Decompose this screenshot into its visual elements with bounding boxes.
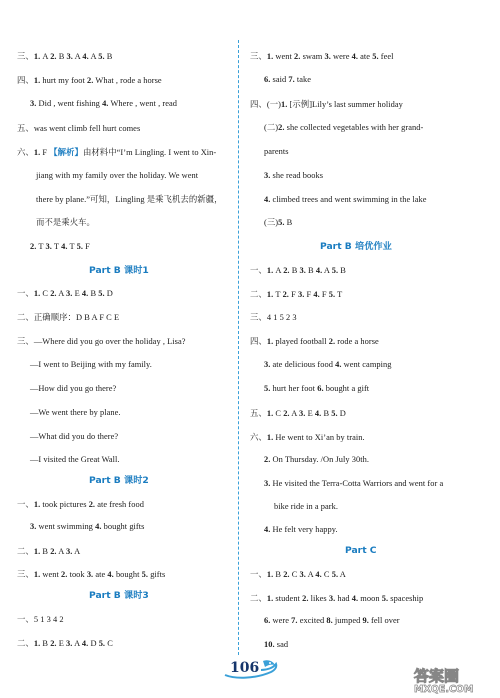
item-number: 6.: [264, 616, 271, 625]
answer-line: [30, 98, 177, 110]
answer-text: Where , went , read: [108, 99, 177, 108]
section-number: 三、: [250, 51, 267, 61]
answer-text: spaceship: [388, 594, 424, 603]
item-number: 1.: [33, 289, 41, 298]
answer-line: [17, 146, 216, 159]
answer-text: A: [305, 570, 316, 579]
section-heading: Part B 培优作业: [320, 241, 392, 252]
section-heading: Part C: [345, 545, 377, 556]
answer-text: hurt my foot: [40, 76, 88, 85]
item-number: 4.: [315, 266, 323, 275]
answer-text: ate fresh food: [95, 500, 144, 509]
answer-text: went camping: [341, 360, 392, 369]
section-number: 一、: [17, 288, 34, 298]
answer-text: said: [270, 75, 289, 84]
answer-text: ate: [358, 52, 373, 61]
answer-text: bought a gift: [323, 384, 370, 393]
section-number: 四、: [17, 75, 34, 85]
answer-line: [250, 50, 394, 63]
item-number: 2.: [50, 547, 57, 556]
page-number-badge: [221, 655, 279, 681]
section-number: 三、: [17, 569, 34, 579]
answer-text: A: [289, 409, 300, 418]
item-number: 3.: [66, 52, 73, 61]
section-number: 三、: [17, 51, 34, 61]
answer-text: B: [56, 52, 67, 61]
item-number: 9.: [362, 616, 369, 625]
answer-text: she collected vegetables with her grand-: [284, 123, 424, 132]
item-number: 4.: [313, 290, 320, 299]
section-number: 二、: [17, 312, 34, 322]
answer-text: jumped: [332, 616, 363, 625]
item-number: 1.: [33, 500, 41, 509]
item-number: 4.: [81, 289, 89, 298]
watermark-logo: [412, 668, 496, 696]
item-number: 1.: [33, 52, 41, 61]
item-number: 10.: [264, 640, 275, 649]
item-number: 2.: [283, 266, 290, 275]
answer-line: [250, 407, 346, 420]
answer-text: Did , went fishing: [36, 99, 103, 108]
answer-text: C: [105, 639, 113, 648]
answer-line: [274, 501, 338, 513]
item-number: 3.: [264, 171, 271, 180]
answer-text: sad: [274, 640, 289, 649]
answer-text: —What did you do there?: [30, 432, 119, 441]
item-number: 5.: [278, 218, 285, 227]
answer-text: moon: [358, 594, 382, 603]
answer-text: were: [270, 616, 292, 625]
answer-text: C: [273, 409, 284, 418]
answer-text: likes: [308, 594, 329, 603]
answer-text: B: [104, 52, 113, 61]
answer-line: [264, 146, 289, 158]
item-number: 1.: [33, 76, 41, 85]
answer-text: T: [335, 290, 343, 299]
answer-text: was went climb fell hurt comes: [33, 124, 141, 133]
section-number: 一、: [250, 265, 267, 275]
answer-text: 由材料中“I’m Lingling. I went to Xin-: [82, 148, 217, 157]
answer-text: A: [56, 547, 67, 556]
item-number: 2.: [87, 76, 94, 85]
item-number: 3.: [264, 479, 271, 488]
item-number: 4.: [107, 570, 114, 579]
answer-text: climbed trees and went swimming in the lake: [270, 195, 427, 204]
answer-text: B: [321, 409, 332, 418]
section-number: 二、: [250, 289, 267, 299]
answer-text: A: [322, 266, 332, 275]
section-heading: Part B 课时3: [89, 590, 149, 601]
answer-text: were: [330, 52, 352, 61]
answer-text: A: [72, 547, 81, 556]
answer-text: B: [40, 639, 51, 648]
item-number: 4.: [95, 522, 102, 531]
answer-text: feel: [378, 52, 394, 61]
answer-text: A: [56, 289, 67, 298]
answer-text: F: [319, 290, 329, 299]
item-number: 2.: [61, 570, 68, 579]
answer-line: [250, 431, 365, 444]
item-number: 2.: [30, 242, 37, 251]
answer-line: [17, 335, 186, 348]
answer-text: A: [338, 570, 346, 579]
answer-text: A: [72, 52, 83, 61]
item-number: 1.: [33, 639, 41, 648]
answer-text: excited: [297, 616, 327, 625]
answer-line: [30, 383, 116, 395]
item-number: 1.: [33, 547, 41, 556]
sub-section-number: (三): [264, 218, 279, 227]
sub-section-number: (二): [264, 123, 279, 132]
answer-text: B: [338, 266, 346, 275]
answer-text: parents: [264, 147, 289, 156]
answer-text: there by plane.”可知，Lingling 是乘飞机去的新疆，: [36, 195, 223, 204]
answer-text: —I went to Beijing with my family.: [30, 360, 152, 369]
item-number: 5.: [331, 266, 339, 275]
answer-text: bike ride in a park.: [274, 502, 339, 511]
answer-line: [264, 217, 292, 229]
answer-text: B: [305, 266, 316, 275]
page-number: 106: [230, 660, 260, 676]
answer-text: B: [40, 547, 51, 556]
answer-line: [264, 478, 443, 490]
item-number: 1.: [266, 570, 274, 579]
item-number: 4.: [61, 242, 68, 251]
answer-text: 5 1 3 4 2: [33, 615, 64, 624]
section-number: 二、: [250, 593, 267, 603]
item-number: 2.: [283, 409, 290, 418]
item-number: 4.: [102, 99, 109, 108]
answer-text: jiang with my family over the holiday. We went: [36, 171, 199, 180]
answer-text: swam: [300, 52, 325, 61]
answer-text: F: [40, 148, 50, 157]
item-number: 5.: [98, 52, 105, 61]
item-number: 8.: [326, 616, 333, 625]
answer-text: gifts: [148, 570, 166, 579]
answer-text: ate: [93, 570, 108, 579]
column-divider: [238, 40, 239, 655]
item-number: 4.: [351, 594, 359, 603]
answer-text: went: [273, 52, 295, 61]
item-number: 5.: [76, 242, 84, 251]
answer-text: What , rode a horse: [93, 76, 162, 85]
answer-text: On Thursday. /On July 30th.: [270, 455, 370, 464]
item-number: 3.: [66, 289, 73, 298]
item-number: 5.: [98, 639, 106, 648]
answer-line: [264, 639, 288, 651]
item-number: 3.: [299, 570, 306, 579]
watermark-bottom: MXQE.COM: [414, 684, 474, 695]
answer-line: [17, 287, 113, 300]
item-number: 1.: [266, 594, 274, 603]
item-number: 3.: [30, 522, 37, 531]
item-number: 4.: [264, 195, 271, 204]
item-number: 3.: [299, 266, 306, 275]
item-number: 6.: [317, 384, 324, 393]
item-number: 2.: [50, 639, 57, 648]
item-number: 1.: [266, 266, 274, 275]
item-number: 2.: [50, 289, 57, 298]
answer-line: [36, 217, 95, 229]
analysis-tag: 【解析】: [49, 148, 83, 157]
answer-text: A: [72, 639, 82, 648]
answer-text: F: [304, 290, 314, 299]
item-number: 7.: [291, 616, 298, 625]
item-number: 2.: [282, 290, 289, 299]
answer-line: [30, 521, 144, 533]
answer-text: ate delicious food: [270, 360, 336, 369]
item-number: 3.: [299, 409, 306, 418]
answer-text: —I visited the Great Wall.: [30, 455, 120, 464]
item-number: 2.: [283, 570, 290, 579]
answer-text: E: [305, 409, 315, 418]
answer-text: B: [273, 570, 284, 579]
answer-text: 4 1 5 2 3: [266, 313, 297, 322]
answer-line: [36, 194, 223, 206]
answer-text: —We went there by plane.: [30, 408, 121, 417]
answer-line: [17, 122, 140, 135]
answer-line: [264, 615, 400, 627]
answer-text: took pictures: [40, 500, 89, 509]
answer-line: [250, 592, 423, 605]
item-number: 3.: [45, 242, 52, 251]
answer-line: [250, 335, 379, 348]
answer-line: [17, 613, 64, 626]
section-number: 四、: [250, 336, 267, 346]
item-number: 3.: [86, 570, 94, 579]
answer-text: went swimming: [36, 522, 96, 531]
item-number: 5.: [328, 290, 336, 299]
section-number: 三、: [250, 312, 267, 322]
item-number: 1.: [33, 570, 41, 579]
answer-line: [264, 383, 369, 395]
section-number: 四、: [250, 99, 267, 109]
answer-text: had: [335, 594, 352, 603]
answer-line: [17, 311, 119, 324]
item-number: 3.: [264, 360, 271, 369]
section-number: 二、: [17, 546, 34, 556]
answer-line: [250, 98, 403, 111]
item-number: 4.: [335, 360, 342, 369]
item-number: 5.: [381, 594, 389, 603]
item-number: 4.: [82, 52, 89, 61]
item-number: 1.: [280, 100, 288, 109]
answer-text: F: [288, 290, 298, 299]
answer-line: [264, 194, 427, 206]
item-number: 2.: [328, 337, 336, 346]
answer-text: T: [273, 290, 283, 299]
item-number: 3.: [66, 547, 73, 556]
answer-line: [264, 359, 391, 371]
watermark-top: 答案圈: [414, 667, 460, 685]
answer-line: [30, 241, 90, 253]
answer-text: E: [72, 289, 82, 298]
section-number: 六、: [250, 432, 267, 442]
answer-text: F: [83, 242, 90, 251]
item-number: 4.: [351, 52, 358, 61]
item-number: 5.: [331, 570, 339, 579]
answer-text: bought: [113, 570, 142, 579]
answer-text: —How did you go there?: [30, 384, 117, 393]
answer-text: C: [321, 570, 332, 579]
answer-text: A: [273, 266, 284, 275]
item-number: 2.: [294, 52, 301, 61]
answer-line: [30, 407, 121, 419]
answer-text: D: [337, 409, 346, 418]
answer-text: D: [88, 639, 99, 648]
answer-text: E: [56, 639, 67, 648]
item-number: 4.: [264, 525, 271, 534]
answer-text: T: [51, 242, 62, 251]
answer-line: [17, 74, 162, 87]
item-number: 2.: [264, 455, 271, 464]
answer-text: student: [273, 594, 303, 603]
section-number: 一、: [250, 569, 267, 579]
answer-line: [17, 50, 112, 63]
item-number: 7.: [288, 75, 295, 84]
item-number: 5.: [141, 570, 149, 579]
answer-line: [264, 524, 338, 536]
answer-text: bought gifts: [101, 522, 145, 531]
item-number: 5.: [331, 409, 338, 418]
section-number: 六、: [17, 147, 34, 157]
answer-line: [30, 359, 152, 371]
item-number: 5.: [372, 52, 379, 61]
item-number: 5.: [264, 384, 271, 393]
answer-text: He felt very happy.: [270, 525, 338, 534]
answer-text: C: [40, 289, 51, 298]
answer-text: rode a horse: [335, 337, 379, 346]
item-number: 2.: [302, 594, 309, 603]
answer-text: played football: [273, 337, 329, 346]
answer-text: went: [40, 570, 62, 579]
answer-line: [250, 288, 342, 301]
item-number: 2.: [50, 52, 57, 61]
answer-text: He visited the Terra-Cotta Warriors and went for a: [270, 479, 444, 488]
section-number: 三、: [17, 336, 34, 346]
answer-line: [250, 264, 346, 277]
answer-text: 正确顺序：D B A F C E: [33, 313, 120, 322]
answer-line: [250, 568, 346, 581]
answer-text: she read books: [270, 171, 324, 180]
answer-text: A: [40, 52, 51, 61]
answer-text: —Where did you go over the holiday , Lisa?: [33, 337, 186, 346]
answer-text: T: [67, 242, 77, 251]
section-number: 一、: [17, 614, 34, 624]
item-number: 2.: [278, 123, 285, 132]
item-number: 3.: [297, 290, 305, 299]
item-number: 3.: [30, 99, 37, 108]
answer-line: [264, 454, 369, 466]
item-number: 3.: [328, 594, 336, 603]
answer-line: [17, 545, 80, 558]
answer-text: B: [284, 218, 293, 227]
section-heading: Part B 课时1: [89, 265, 149, 276]
answer-text: B: [289, 266, 300, 275]
answer-text: hurt her foot: [270, 384, 318, 393]
answer-text: B: [88, 289, 99, 298]
answer-text: A: [88, 52, 99, 61]
section-number: 五、: [250, 408, 267, 418]
answer-text: 而不是乘火车。: [36, 218, 95, 227]
answer-text: fell over: [368, 616, 400, 625]
answer-line: [30, 454, 120, 466]
item-number: 4.: [314, 409, 322, 418]
answer-text: D: [104, 289, 113, 298]
sub-section-number: (一): [266, 100, 281, 109]
item-number: 1.: [33, 148, 41, 157]
item-number: 6.: [264, 75, 271, 84]
item-number: 1.: [266, 409, 274, 418]
answer-line: [36, 170, 198, 182]
item-number: 2.: [88, 500, 96, 509]
answer-text: take: [294, 75, 312, 84]
answer-text: took: [67, 570, 87, 579]
answer-line: [250, 311, 297, 324]
answer-line: [30, 431, 118, 443]
answer-text: C: [289, 570, 300, 579]
section-heading: Part B 课时2: [89, 475, 149, 486]
item-number: 3.: [66, 639, 73, 648]
item-number: 4.: [81, 639, 89, 648]
answer-text: [示例]Lily’s last summer holiday: [287, 100, 403, 109]
section-number: 二、: [17, 638, 34, 648]
answer-line: [264, 122, 423, 134]
answer-line: [264, 74, 311, 86]
answer-line: [17, 498, 144, 511]
item-number: 1.: [266, 433, 274, 442]
section-number: 一、: [17, 499, 34, 509]
answer-line: [17, 637, 113, 650]
item-number: 1.: [266, 337, 274, 346]
item-number: 1.: [266, 290, 274, 299]
answer-text: T: [36, 242, 46, 251]
item-number: 4.: [315, 570, 322, 579]
answer-line: [17, 568, 165, 581]
answer-line: [264, 170, 323, 182]
section-number: 五、: [17, 123, 34, 133]
item-number: 1.: [266, 52, 274, 61]
item-number: 5.: [98, 289, 105, 298]
answer-text: He went to Xi’an by train.: [273, 433, 365, 442]
item-number: 3.: [324, 52, 331, 61]
